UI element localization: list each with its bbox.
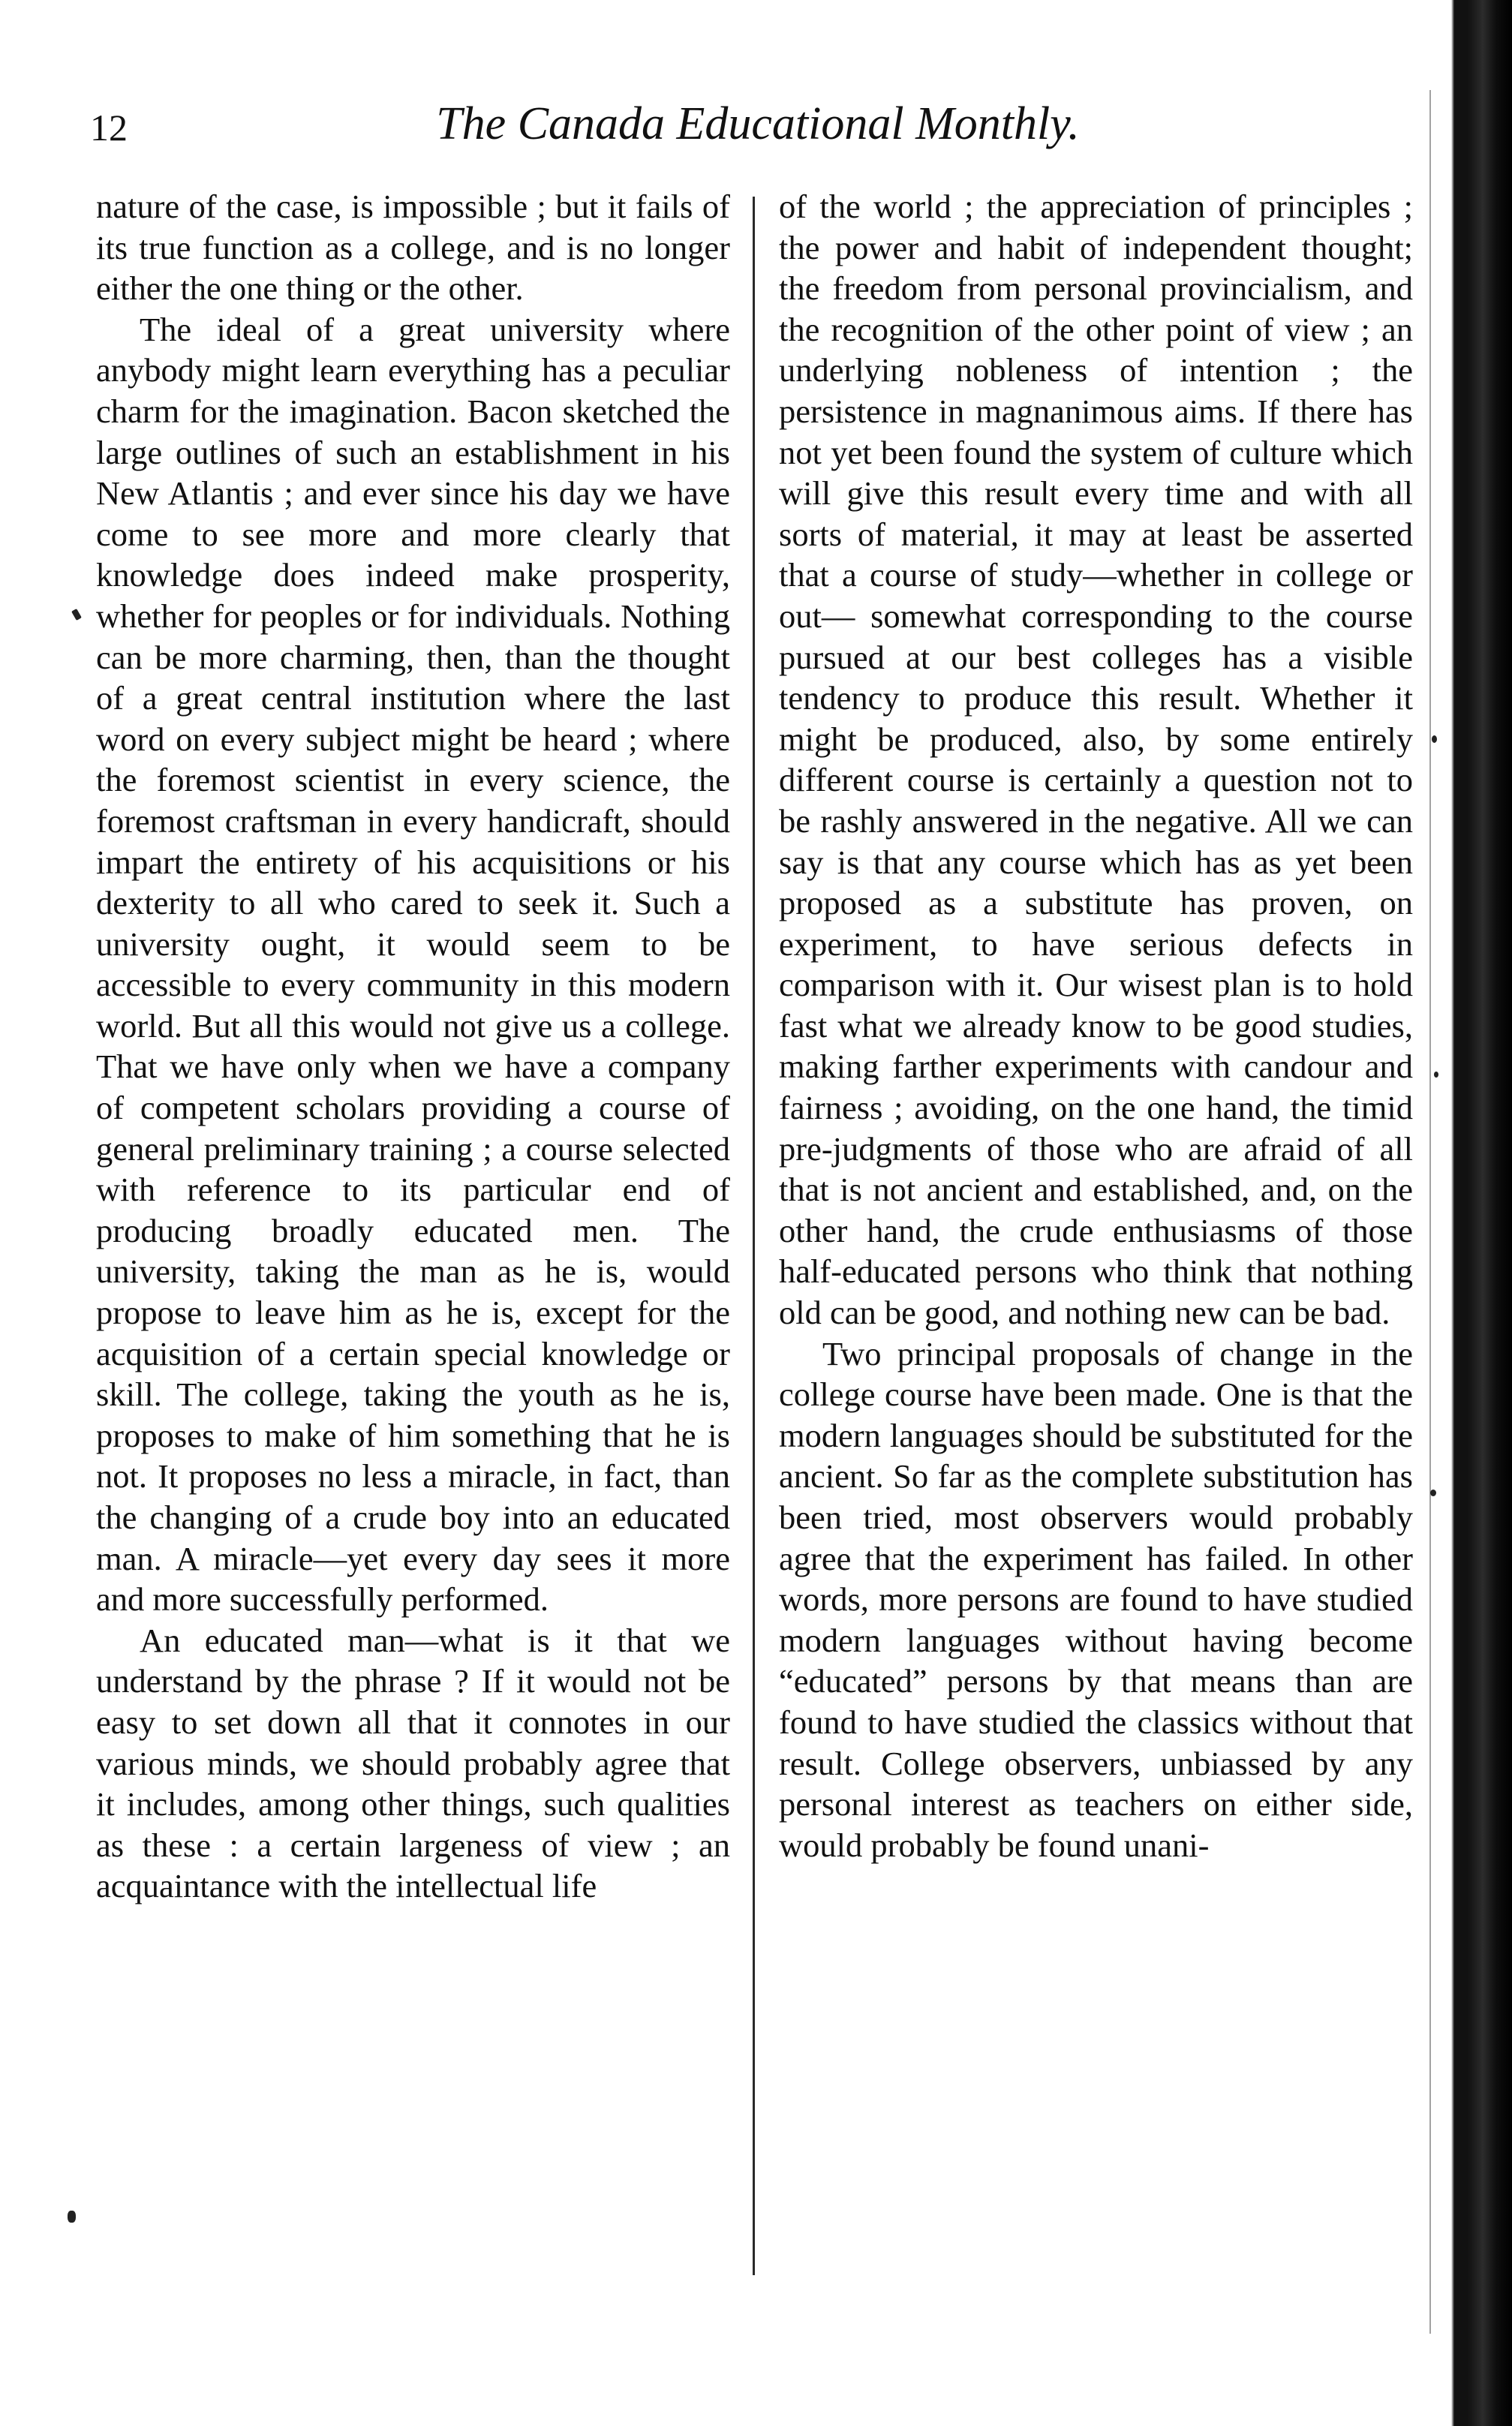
binding-edge-shadow (1444, 0, 1512, 2426)
print-speck (1432, 735, 1437, 743)
right-column (779, 186, 1413, 1865)
print-speck (1430, 1490, 1436, 1496)
print-speck (68, 2211, 76, 2223)
print-speck (1434, 1072, 1438, 1078)
paragraph: Two principal proposals of change in the college course have been made. One is that the modern languages should be substituted for the ancient. So far as the complete substitution has been tried, most observers would probably agree that the experiment has failed. In other words, more persons are found to have studied modern languages without having become “educated” persons by that means than are found to have studied the classics without that result. College observers, unbiassed by any personal interest as teachers on either side, would probably be found unani- (779, 1334, 1413, 1864)
print-speck (71, 609, 82, 621)
running-title: The Canada Educational Monthly. (436, 98, 1080, 149)
binding-edge-hairline (1429, 90, 1431, 2334)
paragraph: An educated man—what is it that we understand by the phrase ? If it would not be easy to set down all that it connotes in our various minds, we should probably agree that it includes, among other things, such qualities as these : a certain largeness of view ; an acquaintance with the intellectual life (96, 1621, 730, 1905)
left-column (96, 186, 730, 1907)
paragraph: of the world ; the appreciation of principles ; the power and habit of independent thought; the freedom from personal provincialism, and the recognition of the other point of view ; an underlying nobleness of intention ; the persistence in magnanimous aims. If there has not yet been found the system of culture which will give this result every time and with all sorts of material, it may at least be asserted that a course of study—whether in college or out— somewhat corresponding to the course pursued at our best colleges has a visible tendency to produce this result. Whether it might be produced, also, by some entirely different course is certainly a question not to be rashly answered in the negative. All we can say is that any course which has as yet been proposed as a substitute has proven, on experiment, to have serious defects in comparison with it. Our wisest plan is to hold fast what we already know to be good studies, making farther experiments with candour and fairness ; avoiding, on the one hand, the timid pre-judgments of those who are afraid of all that is not ancient and established, and, on the other hand, the crude enthusiasms of those half-educated persons who think that nothing old can be good, and nothing new can be bad. (779, 188, 1413, 1332)
paragraph: The ideal of a great university where anybody might learn everything has a peculiar charm for the imagination. Bacon sketched the large outlines of such an establishment in his New Atlantis ; and ever since his day we have come to see more and more clearly that knowledge does indeed make prosperity, whether for peoples or for individuals. Nothing can be more charming, then, than the thought of a great central institution where the last word on every subject might be heard ; where the foremost scientist in every science, the foremost craftsman in every handicraft, should impart the entirety of his acquisitions or his dexterity to all who cared to seek it. Such a university ought, it would seem to be accessible to every community in this modern world. But all this would not give us a college. That we have only when we have a company of competent scholars providing a course of general preliminary training ; a course selected with reference to its particular end of producing broadly educated men. The university, taking the man as he is, would propose to leave him as he is, except for the acquisition of a certain special knowledge or skill. The college, taking the youth as he is, proposes to make of him something that he is not. It proposes no less a miracle, in fact, than the changing of a crude boy into an educated man. A miracle—yet every day sees it more and more successfully performed. (96, 310, 730, 1619)
paragraph: nature of the case, is impossible ; but it fails of its true function as a college, and is no longer either the one thing or the other. (96, 188, 730, 308)
page-number: 12 (90, 107, 128, 149)
column-rule (753, 197, 755, 2275)
